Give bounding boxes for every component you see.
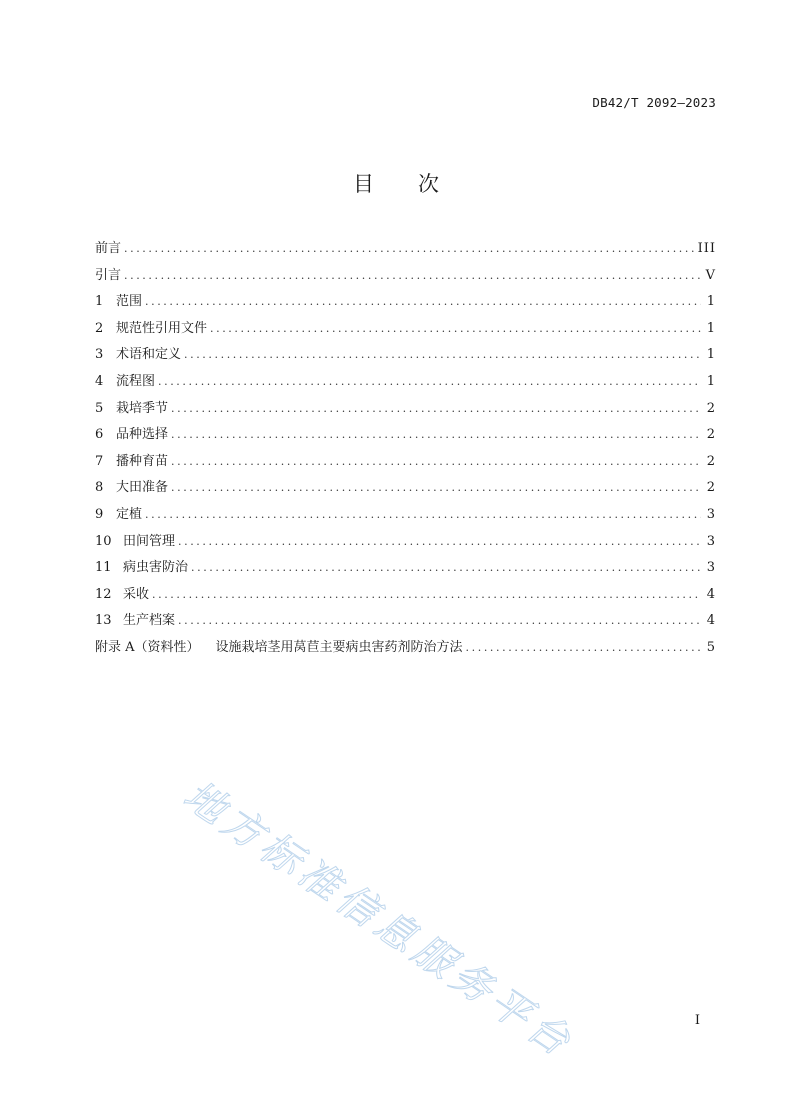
toc-entry-4[interactable] — [95, 369, 716, 396]
toc-entry-11[interactable] — [95, 555, 716, 582]
toc-entry-label: 田间管理 — [123, 533, 176, 549]
toc-entry-page: 3 — [706, 506, 716, 522]
toc-entry-13[interactable] — [95, 608, 716, 635]
toc-entry-label: 范围 — [116, 294, 143, 310]
toc-entry-10[interactable] — [95, 529, 716, 556]
toc-entry-page: 2 — [706, 480, 716, 496]
toc-entry-page: 4 — [706, 586, 716, 602]
document-code: DB42/T 2092—2023 — [592, 95, 716, 110]
toc-leader-dots — [184, 342, 701, 369]
toc-entry-12[interactable] — [95, 582, 716, 609]
toc-entry-page: 2 — [706, 427, 716, 443]
toc-entry-page: 2 — [706, 400, 716, 416]
toc-entry-label: 病虫害防治 — [123, 560, 189, 576]
toc-entry-label: 术语和定义 — [116, 347, 182, 363]
toc-entry-page: 1 — [706, 320, 716, 336]
toc-entry-number: 7 — [95, 453, 104, 469]
toc-entry-page: 2 — [706, 453, 716, 469]
toc-entry-1[interactable] — [95, 289, 716, 316]
toc-leader-dots — [158, 369, 701, 396]
toc-entry-5[interactable] — [95, 396, 716, 423]
toc-leader-dots — [178, 608, 701, 635]
toc-entry-7[interactable] — [95, 449, 716, 476]
toc-leader-dots — [145, 502, 701, 529]
page-number: I — [694, 1013, 700, 1028]
page-title — [0, 168, 792, 198]
toc-entry-page: 1 — [706, 347, 716, 363]
toc-entry-label: 播种育苗 — [116, 453, 169, 469]
toc-entry-label: 栽培季节 — [116, 400, 169, 416]
toc-entry-subtitle: 设施栽培茎用莴苣主要病虫害药剂防治方法 — [215, 639, 463, 655]
toc-entry-label: 生产档案 — [123, 613, 176, 629]
toc-entry-label: 流程图 — [116, 373, 156, 389]
toc-entry-page: 1 — [706, 294, 716, 310]
toc-entry-number: 8 — [95, 480, 104, 496]
toc-entry-page: 3 — [706, 533, 716, 549]
toc-entry-label: 引言 — [95, 267, 122, 283]
toc-entry-page: III — [697, 241, 716, 256]
toc-entry-number: 4 — [95, 373, 104, 389]
toc-entry-number: 12 — [95, 586, 112, 602]
toc-entry-6[interactable] — [95, 422, 716, 449]
toc-entry-page: 3 — [706, 560, 716, 576]
toc-leader-dots — [466, 635, 701, 662]
toc-entry-number: 11 — [95, 560, 112, 576]
toc-entry-label: 附录 A（资料性） — [95, 639, 200, 655]
toc-entry-label: 大田准备 — [116, 480, 169, 496]
title-char-right: 次 — [418, 172, 439, 196]
toc-leader-dots — [171, 396, 701, 423]
toc-entry-3[interactable] — [95, 342, 716, 369]
toc-entry-8[interactable] — [95, 475, 716, 502]
toc-entry-appendix-a[interactable] — [95, 635, 716, 662]
toc-entry-page: 5 — [706, 639, 716, 655]
toc-leader-dots — [145, 289, 701, 316]
toc-entry-page: V — [705, 267, 716, 283]
toc-leader-dots — [191, 555, 701, 582]
toc-entry-number: 1 — [95, 294, 104, 310]
toc-entry-number: 2 — [95, 320, 104, 336]
toc-entry-label: 采收 — [123, 586, 150, 602]
watermark-text: 地方标准信息服务平台 — [175, 772, 583, 1068]
toc-leader-dots — [171, 422, 701, 449]
toc-entry-number: 10 — [95, 533, 112, 549]
toc-entry-label: 前言 — [95, 241, 122, 256]
toc-leader-dots — [152, 582, 701, 609]
table-of-contents — [95, 236, 716, 662]
toc-entry-page: 1 — [706, 373, 716, 389]
toc-leader-dots — [124, 263, 701, 290]
toc-entry-label: 品种选择 — [116, 427, 169, 443]
toc-entry-number: 13 — [95, 613, 112, 629]
toc-leader-dots — [171, 475, 701, 502]
toc-entry-label: 规范性引用文件 — [116, 320, 208, 336]
toc-entry-number: 9 — [95, 506, 104, 522]
toc-entry-number: 5 — [95, 400, 104, 416]
toc-leader-dots — [178, 529, 701, 556]
toc-entry-introduction[interactable] — [95, 263, 716, 290]
toc-entry-page: 4 — [706, 613, 716, 629]
toc-entry-number: 6 — [95, 427, 104, 443]
title-char-left: 目 — [353, 172, 374, 196]
toc-leader-dots — [210, 316, 701, 343]
toc-leader-dots — [124, 236, 695, 263]
toc-entry-label: 定植 — [116, 506, 143, 522]
toc-entry-number: 3 — [95, 347, 104, 363]
toc-leader-dots — [171, 449, 701, 476]
toc-entry-foreword[interactable] — [95, 236, 716, 263]
toc-entry-2[interactable] — [95, 316, 716, 343]
toc-entry-9[interactable] — [95, 502, 716, 529]
